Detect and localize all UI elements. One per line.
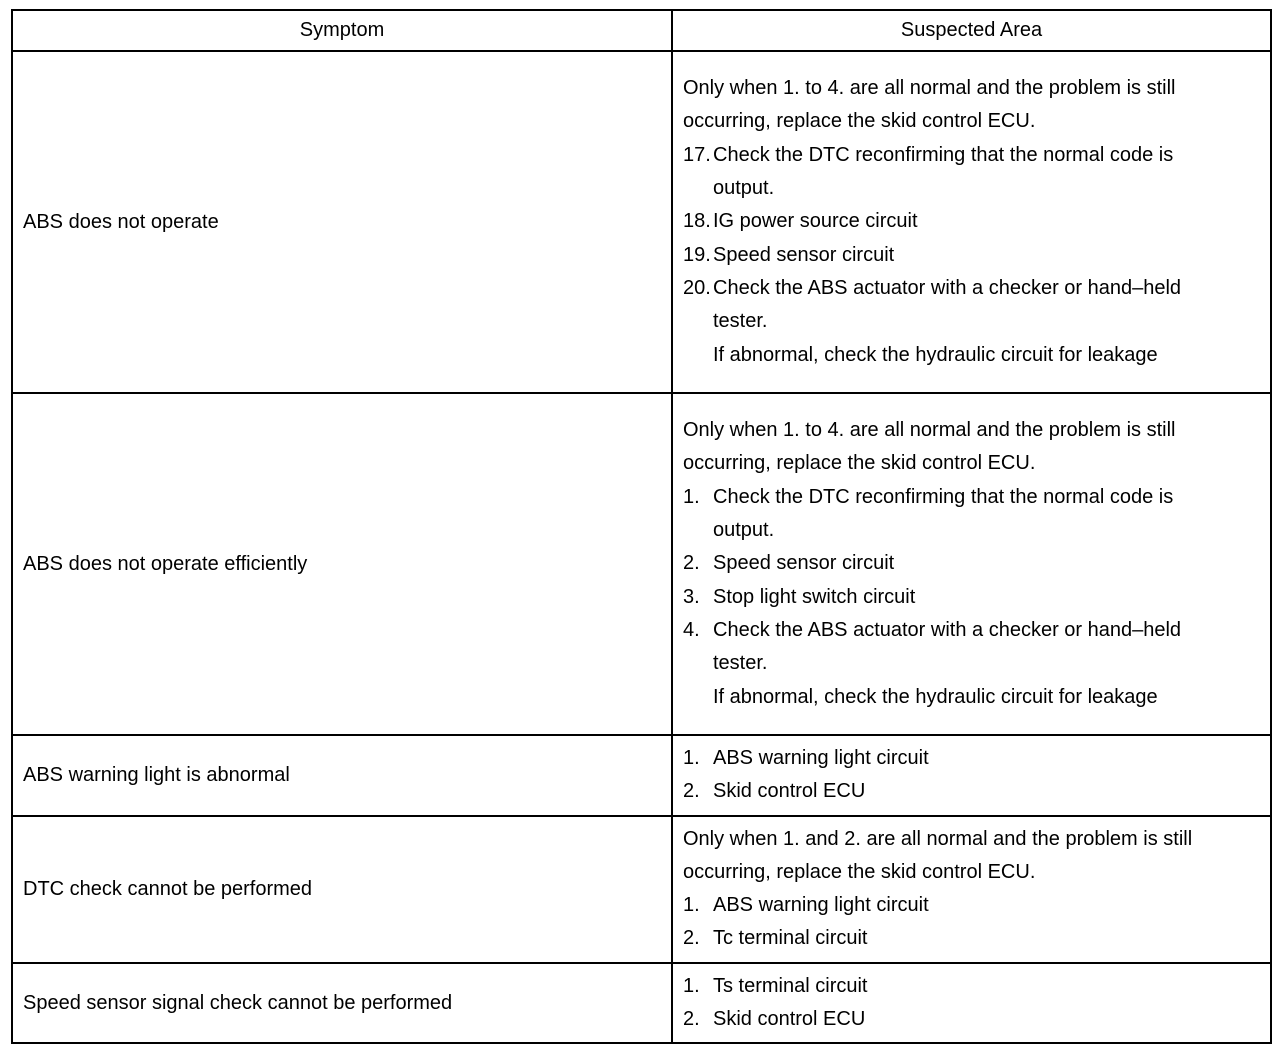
item-number: 2.	[683, 552, 700, 575]
symptom-cell: DTC check cannot be performed	[12, 816, 672, 963]
item-text: Stop light switch circuit	[713, 585, 916, 608]
troubleshooting-table	[11, 9, 1272, 1044]
item-text: IG power source circuit	[713, 210, 918, 233]
suspected-area-header: Suspected Area	[672, 10, 1271, 51]
list-item	[683, 581, 1262, 614]
list-item	[683, 922, 1262, 955]
item-text: Speed sensor circuit	[713, 552, 895, 575]
symptom-header: Symptom	[12, 10, 672, 51]
list-item	[683, 239, 1262, 272]
symptom-cell: Speed sensor signal check cannot be performed	[12, 963, 672, 1044]
list-item	[683, 205, 1262, 238]
item-continuation: If abnormal, check the hydraulic circuit for leakage	[713, 343, 1158, 366]
item-number: 3.	[683, 585, 700, 608]
item-number: 18.	[683, 210, 711, 233]
item-number: 19.	[683, 243, 711, 266]
item-number: 20.	[683, 276, 711, 299]
item-continuation: output.	[713, 177, 775, 200]
note-line: Only when 1. to 4. are all normal and the problem is still	[683, 77, 1176, 100]
item-continuation: output.	[713, 519, 775, 542]
header-row	[12, 10, 1271, 51]
item-text: Tc terminal circuit	[713, 927, 868, 950]
suspected-area-cell	[672, 393, 1271, 735]
note-line: occurring, replace the skid control ECU.	[683, 860, 1036, 883]
list-item	[683, 970, 1262, 1003]
item-number: 1.	[683, 747, 700, 769]
item-number: 4.	[683, 618, 700, 641]
item-text: Skid control ECU	[713, 1008, 866, 1031]
item-continuation: tester.	[713, 652, 768, 675]
suspected-area-cell	[672, 816, 1271, 963]
item-continuation: If abnormal, check the hydraulic circuit for leakage	[713, 685, 1158, 708]
item-text: Speed sensor circuit	[713, 243, 895, 266]
item-text: Check the ABS actuator with a checker or hand–held	[713, 276, 1182, 299]
table-row	[12, 963, 1271, 1044]
note-line: occurring, replace the skid control ECU.	[683, 110, 1036, 133]
list-item	[683, 614, 1262, 647]
item-number: 17.	[683, 143, 711, 166]
note-line: Only when 1. and 2. are all normal and the problem is still	[683, 827, 1193, 850]
symptom-cell: ABS does not operate efficiently	[12, 393, 672, 735]
list-item	[683, 1003, 1262, 1036]
suspected-area-cell	[672, 963, 1271, 1044]
note-line: occurring, replace the skid control ECU.	[683, 452, 1036, 475]
item-number: 1.	[683, 974, 700, 997]
symptom-cell: ABS does not operate	[12, 51, 672, 393]
suspected-area-cell	[672, 51, 1271, 393]
suspected-area-cell	[672, 735, 1271, 816]
item-text: Ts terminal circuit	[713, 974, 868, 997]
item-text: ABS warning light circuit	[713, 894, 929, 917]
item-text: Check the DTC reconfirming that the normal code is	[713, 485, 1174, 508]
list-item	[683, 139, 1262, 172]
item-number: 1.	[683, 485, 700, 508]
list-item	[683, 272, 1262, 305]
item-number: 2.	[683, 1008, 700, 1031]
item-text: Check the DTC reconfirming that the normal code is	[713, 143, 1174, 166]
item-number: 2.	[683, 780, 700, 803]
list-item	[683, 481, 1262, 514]
list-item	[683, 775, 1262, 808]
table-row	[12, 816, 1271, 963]
list-item	[683, 889, 1262, 922]
table-row	[12, 735, 1271, 816]
table-row	[12, 393, 1271, 735]
item-text: ABS warning light circuit	[713, 747, 929, 769]
item-continuation: tester.	[713, 310, 768, 333]
item-text: Skid control ECU	[713, 780, 866, 803]
note-line: Only when 1. to 4. are all normal and the problem is still	[683, 419, 1176, 442]
item-text: Check the ABS actuator with a checker or hand–held	[713, 618, 1182, 641]
symptom-cell: ABS warning light is abnormal	[12, 735, 672, 816]
table-row	[12, 51, 1271, 393]
list-item	[683, 547, 1262, 580]
item-number: 2.	[683, 927, 700, 950]
item-number: 1.	[683, 894, 700, 917]
list-item	[683, 742, 1262, 775]
